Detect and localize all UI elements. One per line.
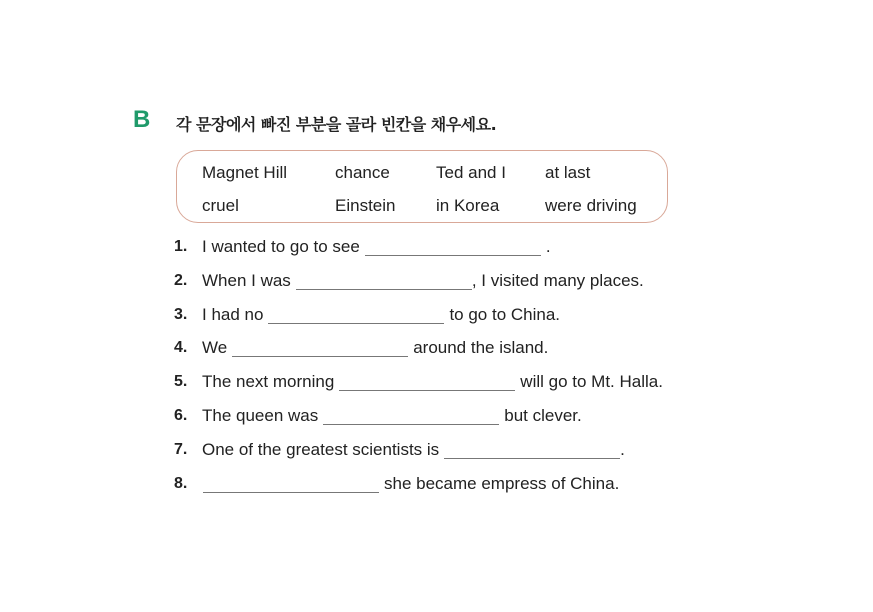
question-text-before: I had no xyxy=(202,304,264,324)
answer-blank[interactable] xyxy=(232,338,408,357)
question-text-before: The queen was xyxy=(202,405,319,425)
question-item xyxy=(174,271,663,305)
answer-blank[interactable] xyxy=(365,237,541,256)
question-item xyxy=(174,237,663,271)
question-item xyxy=(174,305,663,339)
word-bank-item: were driving xyxy=(545,196,637,215)
question-item xyxy=(174,474,663,508)
word-bank-item: Einstein xyxy=(335,196,396,215)
question-text-before: When I was xyxy=(202,270,291,290)
answer-blank[interactable] xyxy=(339,372,515,391)
question-item xyxy=(174,338,663,372)
question-text-after: but clever. xyxy=(504,405,582,425)
word-bank-item: Ted and I xyxy=(436,163,506,182)
word-bank-box xyxy=(176,150,668,223)
question-text-after: , I visited many places. xyxy=(471,270,644,290)
question-number: 2. xyxy=(174,271,188,289)
instruction-text: 각 문장에서 빠진 부분을 골라 빈칸을 채우세요. xyxy=(176,115,497,134)
word-bank-item: Magnet Hill xyxy=(202,163,288,182)
answer-blank[interactable] xyxy=(323,406,499,425)
question-list xyxy=(174,237,663,507)
question-number: 3. xyxy=(174,305,188,323)
answer-blank[interactable] xyxy=(268,305,444,324)
word-bank-item: cruel xyxy=(202,196,239,215)
question-number: 1. xyxy=(174,238,188,255)
word-bank-item: in Korea xyxy=(436,196,500,215)
question-item xyxy=(174,372,663,406)
question-text-after: will go to Mt. Halla. xyxy=(520,372,663,392)
section-letter: B xyxy=(133,106,151,133)
word-bank-item: chance xyxy=(335,163,390,182)
answer-blank[interactable] xyxy=(444,440,620,459)
question-text-after: she became empress of China. xyxy=(384,473,620,493)
answer-blank[interactable] xyxy=(296,271,472,290)
question-text-before: I wanted to go to see xyxy=(202,237,360,256)
question-text-before: We xyxy=(202,338,228,358)
question-text-after: . xyxy=(620,439,625,459)
question-number: 7. xyxy=(174,440,188,458)
question-text-before: One of the greatest scientists is xyxy=(202,439,440,459)
question-item xyxy=(174,440,663,474)
question-item xyxy=(174,406,663,440)
question-text-after: to go to China. xyxy=(449,304,561,324)
question-text-after: around the island. xyxy=(413,338,549,358)
answer-blank[interactable] xyxy=(203,474,379,493)
word-bank-item: at last xyxy=(545,163,591,182)
question-number: 6. xyxy=(174,406,188,424)
question-number: 5. xyxy=(174,373,188,391)
question-number: 4. xyxy=(174,339,188,357)
question-text-after: . xyxy=(545,237,551,256)
question-text-before: The next morning xyxy=(202,372,335,392)
question-number: 8. xyxy=(174,474,188,492)
